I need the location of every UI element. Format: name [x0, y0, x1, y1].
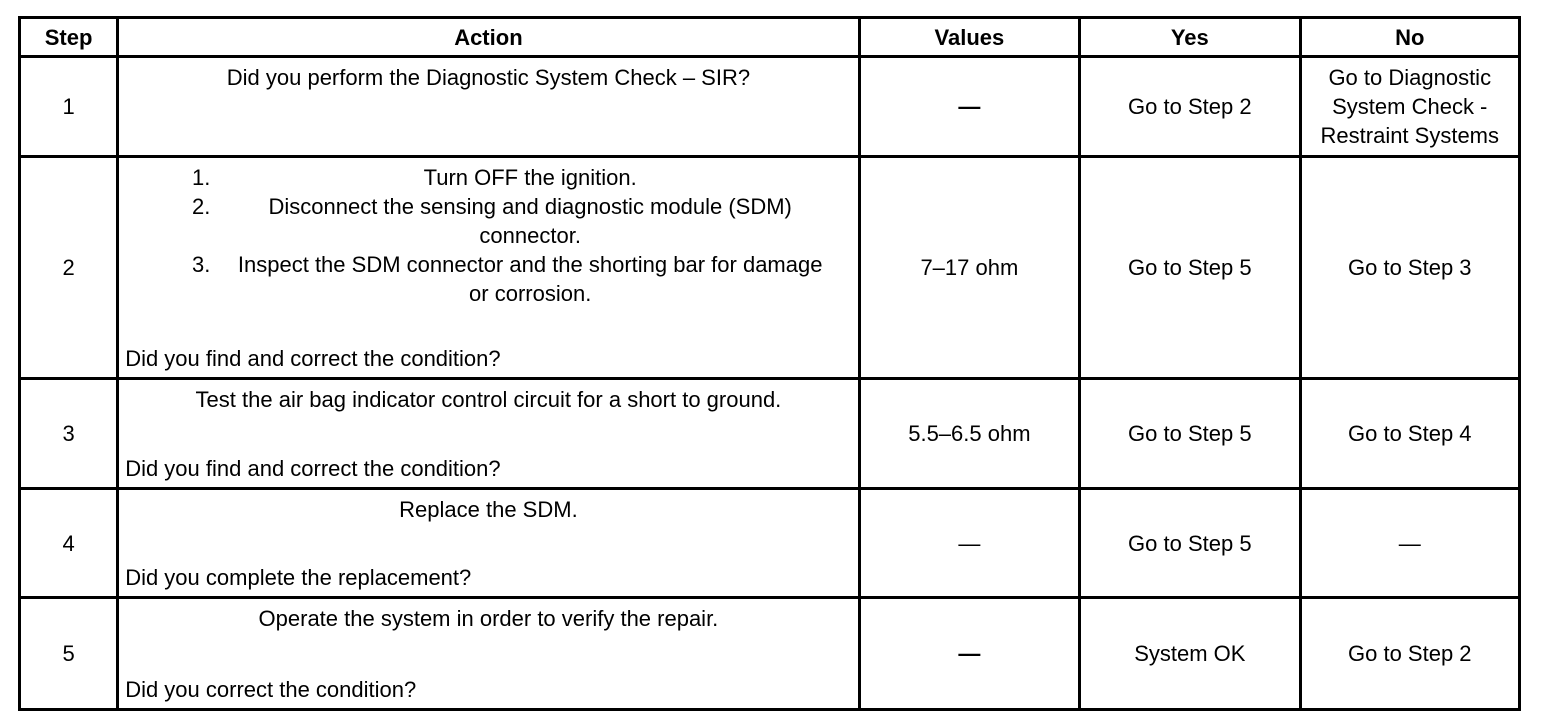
step-number: 3	[20, 379, 118, 489]
table-row	[20, 379, 1520, 489]
list-item	[177, 163, 851, 192]
substep-number: 2.	[192, 194, 211, 219]
no-cell: Go to Step 2	[1300, 598, 1519, 710]
substep-text: Turn OFF the ignition.	[423, 165, 637, 190]
yes-cell: System OK	[1080, 598, 1300, 710]
action-cell	[118, 489, 859, 598]
values-text: —	[958, 530, 981, 556]
values-cell	[859, 598, 1079, 710]
action-text: Replace the SDM.	[399, 497, 578, 522]
table-row	[20, 489, 1520, 598]
step-number: 1	[20, 57, 118, 157]
yes-cell: Go to Step 5	[1080, 157, 1300, 379]
question-text: Did you find and correct the condition?	[125, 456, 501, 481]
table-row	[20, 598, 1520, 710]
substep-number: 1.	[192, 165, 211, 190]
values-cell: 5.5–6.5 ohm	[859, 379, 1079, 489]
substep-number: 3.	[192, 252, 211, 277]
header-values: Values	[859, 18, 1079, 57]
no-cell: Go to Step 4	[1300, 379, 1519, 489]
yes-cell: Go to Step 5	[1080, 489, 1300, 598]
header-step: Step	[20, 18, 118, 57]
diagnostic-table	[18, 16, 1521, 711]
header-no: No	[1300, 18, 1519, 57]
no-cell: Go to Step 3	[1300, 157, 1519, 379]
no-text: —	[1398, 530, 1421, 556]
step-number: 4	[20, 489, 118, 598]
yes-cell: Go to Step 2	[1080, 57, 1300, 157]
values-cell	[859, 57, 1079, 157]
action-text: Test the air bag indicator control circuit for a short to ground.	[195, 387, 782, 412]
question-text: Did you find and correct the condition?	[125, 346, 501, 371]
action-cell	[118, 57, 859, 157]
table-row	[20, 157, 1520, 379]
no-cell	[1300, 489, 1519, 598]
substep-list	[125, 163, 851, 308]
step-number: 5	[20, 598, 118, 710]
list-item	[177, 192, 851, 250]
no-cell: Go to Diagnostic System Check - Restraint Systems	[1300, 57, 1519, 157]
header-row	[20, 18, 1520, 57]
values-cell: 7–17 ohm	[859, 157, 1079, 379]
action-text: Operate the system in order to verify the repair.	[258, 606, 719, 631]
action-text: Did you perform the Diagnostic System Check – SIR?	[226, 65, 751, 90]
action-cell	[118, 379, 859, 489]
substep-text: Inspect the SDM connector and the shorting bar for damage or corrosion.	[237, 252, 823, 306]
yes-cell: Go to Step 5	[1080, 379, 1300, 489]
step-number: 2	[20, 157, 118, 379]
header-yes: Yes	[1080, 18, 1300, 57]
question-text: Did you correct the condition?	[125, 677, 417, 702]
values-cell	[859, 489, 1079, 598]
values-text: —	[958, 94, 981, 119]
action-cell	[118, 157, 859, 379]
header-action: Action	[118, 18, 859, 57]
substep-text: Disconnect the sensing and diagnostic module (SDM) connector.	[268, 194, 792, 248]
values-text: —	[958, 641, 981, 666]
action-cell	[118, 598, 859, 710]
table-row	[20, 57, 1520, 157]
question-text: Did you complete the replacement?	[125, 565, 472, 590]
list-item	[177, 250, 851, 308]
